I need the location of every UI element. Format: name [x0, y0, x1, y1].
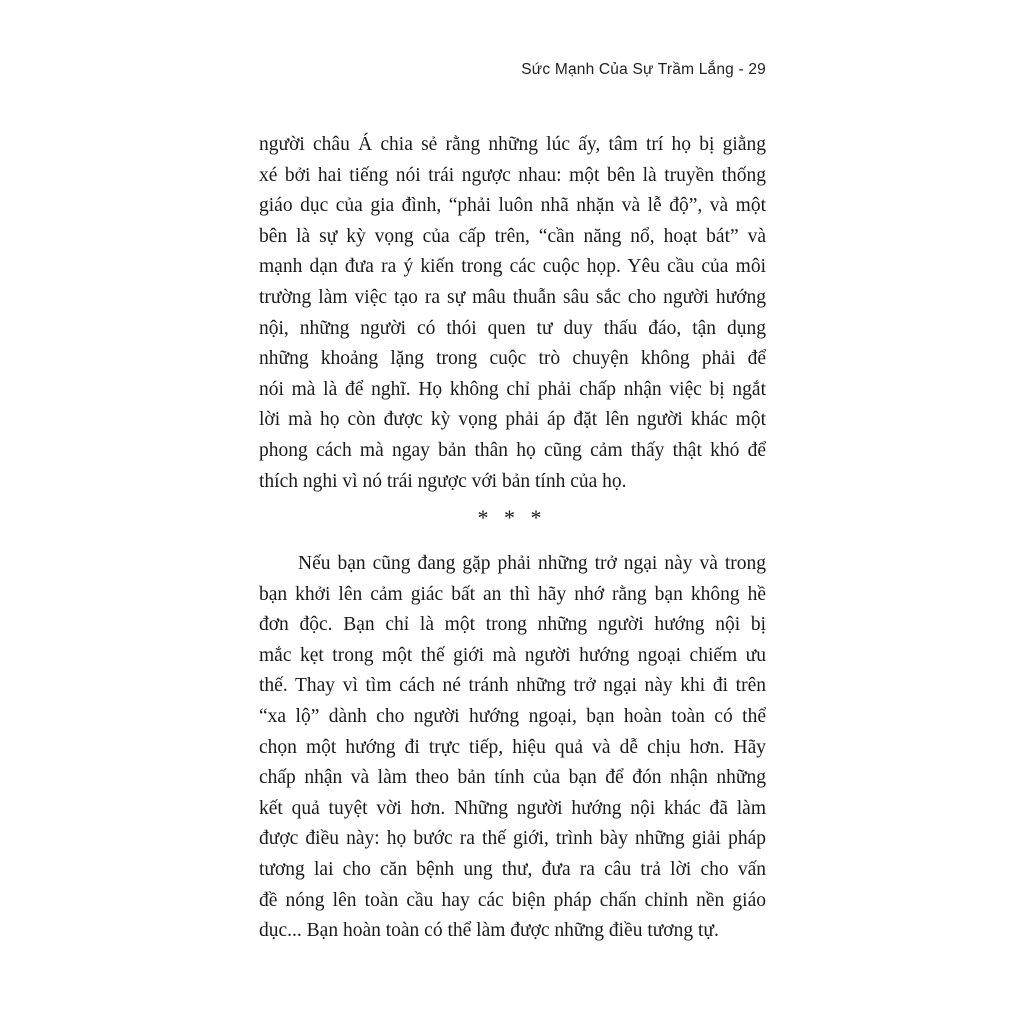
text-line: chọn một hướng đi trực tiếp, hiệu quả và dễ chịu hơn. Hãy: [259, 736, 766, 758]
text-line: chấp nhận và làm theo bản tính của bạn để đón nhận những: [259, 767, 766, 789]
text-line: kết quả tuyệt vời hơn. Những người hướng nội khác đã làm: [259, 797, 766, 819]
text-line: đơn độc. Bạn chỉ là một trong những người hướng nội bị: [259, 614, 766, 636]
text-line: bên là sự kỳ vọng của cấp trên, “cần năng nổ, hoạt bát” và: [259, 225, 766, 247]
text-line: người châu Á chia sẻ rằng những lúc ấy, tâm trí họ bị giằng: [259, 134, 766, 155]
text-line: nội, những người có thói quen tư duy thấu đáo, tận dụng: [259, 317, 766, 339]
text-line: bạn khởi lên cảm giác bất an thì hãy nhớ rằng bạn không hề: [259, 583, 766, 605]
text-line: những khoảng lặng trong cuộc trò chuyện không phải để: [259, 348, 766, 370]
text-line: trường làm việc tạo ra sự mâu thuẫn sâu sắc cho người hướng: [259, 286, 766, 308]
text-line: lời mà họ còn được kỳ vọng phải áp đặt lên người khác một: [259, 409, 766, 431]
text-line: “xa lộ” dành cho người hướng ngoại, bạn hoàn toàn có thể: [259, 705, 766, 727]
text-line: xé bởi hai tiếng nói trái ngược nhau: một bên là truyền thống: [259, 164, 766, 186]
text-line: tương lai cho căn bệnh ung thư, đưa ra câu trả lời cho vấn: [259, 858, 766, 880]
text-line: giáo dục của gia đình, “phải luôn nhã nhặn và lễ độ”, và một: [259, 195, 766, 217]
section-separator: * * *: [477, 505, 547, 530]
text-line: Nếu bạn cũng đang gặp phải những trở ngại này và trong: [298, 553, 766, 574]
text-line: mắc kẹt trong một thế giới mà người hướng ngoại chiếm ưu: [259, 644, 766, 666]
text-line: nói mà là để nghĩ. Họ không chỉ phải chấp nhận việc bị ngắt: [259, 378, 766, 400]
text-line: thích nghi vì nó trái ngược với bản tính của họ.: [259, 470, 627, 492]
text-line: thế. Thay vì tìm cách né tránh những trở ngại này khi đi trên: [259, 675, 766, 697]
paragraph-1: [259, 130, 766, 497]
text-line: đề nóng lên toàn cầu hay các biện pháp chấn chỉnh nền giáo: [259, 889, 766, 911]
text-line: phong cách mà ngay bản thân họ cũng cảm thấy thật khó để: [259, 439, 766, 461]
paragraph-2: [259, 549, 766, 947]
text-line: được điều này: họ bước ra thế giới, trình bày những giải pháp: [259, 828, 766, 850]
running-header: Sức Mạnh Của Sự Trầm Lắng - 29: [521, 61, 766, 78]
text-line: dục... Bạn hoàn toàn có thể làm được những điều tương tự.: [259, 920, 719, 942]
text-line: mạnh dạn đưa ra ý kiến trong các cuộc họp. Yêu cầu của môi: [259, 256, 766, 278]
